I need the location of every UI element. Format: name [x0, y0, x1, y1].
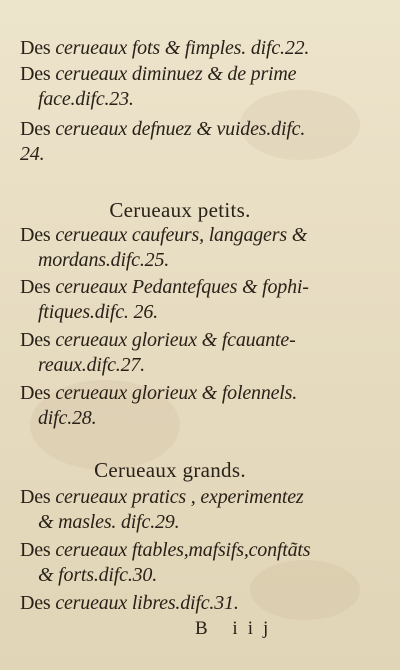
entry-line: reaux.difc.27. — [38, 354, 145, 376]
entry-line: Des cerueaux Pedantefques & fophi- — [20, 276, 309, 298]
entry-line: Des cerueaux pratics , experimentez — [20, 486, 304, 508]
index-entry — [20, 381, 340, 431]
index-entry — [20, 485, 340, 535]
index-entry — [20, 328, 340, 378]
section-heading-large: Cerueaux grands. — [94, 458, 246, 482]
entry-line: Des cerueaux glorieux & fcauante- — [20, 329, 296, 351]
index-entry — [20, 117, 340, 167]
entry-line: 24. — [20, 143, 45, 165]
entry-line: face.difc.23. — [38, 88, 134, 110]
entry-line: Des cerueaux fots & fimples. difc.22. — [20, 37, 310, 59]
index-entry — [20, 591, 340, 616]
signature-mark: B iij — [195, 618, 279, 639]
entry-line: Des cerueaux ftables,mafsifs,conftãts — [20, 539, 311, 561]
entry-line: Des cerueaux libres.difc.31. — [20, 592, 239, 614]
entry-line: & forts.difc.30. — [38, 564, 158, 586]
index-entry — [20, 62, 340, 112]
entry-line: Des cerueaux defnuez & vuides.difc. — [20, 118, 306, 140]
entry-line: mordans.difc.25. — [38, 249, 170, 271]
section-heading-small: Cerueaux petits. — [109, 198, 251, 222]
entry-line: Des cerueaux diminuez & de prime — [20, 63, 297, 85]
entry-line: Des cerueaux caufeurs, langagers & — [20, 224, 308, 246]
entry-line: difc.28. — [38, 407, 97, 429]
index-entry — [20, 36, 340, 61]
entry-line: ftiques.difc. 26. — [38, 301, 158, 323]
index-entry — [20, 223, 340, 273]
index-entry — [20, 538, 340, 588]
entry-line: & masles. difc.29. — [38, 511, 180, 533]
index-entry — [20, 275, 340, 325]
entry-line: Des cerueaux glorieux & folennels. — [20, 382, 298, 404]
